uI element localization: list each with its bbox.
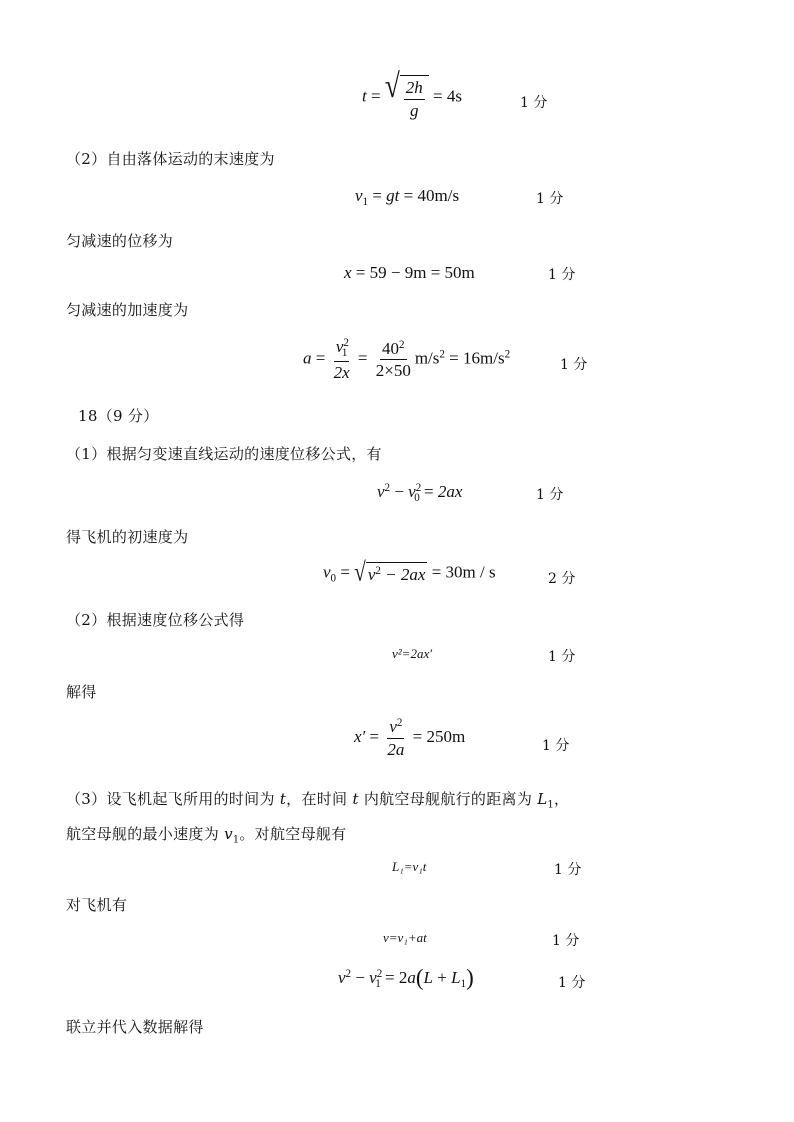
equation-plane-velocity: v=v₁+at [383,930,427,945]
fraction-numerator: 2h [404,78,425,100]
paragraph-solve: 解得 [66,683,97,701]
eq-symbol: t [362,86,367,106]
eq-result: = 4s [428,86,462,106]
eq-operator: = [366,86,385,106]
paragraph-decel-acceleration: 匀减速的加速度为 [66,301,189,319]
equation-runway-length: x′ = $\frac{v^2}{2a}$ = 250m [354,717,466,759]
equation-plane-displacement: $v^2 - v^2_1 = 2a(L + L_1)$ [338,965,474,991]
paragraph-q18-part1: （1）根据匀变速直线运动的速度位移公式，有 [66,445,382,463]
equation-initial-velocity: $v_0$ = √ $v^2 - 2ax$ = 30m / s [323,556,496,587]
score-mark: 1 分 [548,649,576,665]
paragraph-for-plane: 对飞机有 [66,896,128,914]
equation-runway-relation: v²=2ax′ [392,646,433,661]
score-mark: 1 分 [536,487,564,503]
fraction [404,78,425,120]
equation-velocity-displacement: $v^2 - v^2_0 = 2ax$ [377,482,463,504]
score-mark: 1 分 [552,933,580,949]
paragraph-q18-part2: （2）根据速度位移公式得 [66,611,245,629]
score-mark: 1 分 [542,738,570,754]
fraction: $\frac{40^2}{2\times 50}$ [375,338,411,381]
question-18-heading: 18（9 分） [78,407,159,425]
paragraph-combine: 联立并代入数据解得 [66,1018,204,1036]
square-root: √ $v^2 - 2ax$ [354,556,426,587]
square-root: √ $\frac{2h}{g}$ [385,75,429,120]
paragraph-free-fall-velocity: （2）自由落体运动的末速度为 [66,150,275,168]
fraction-denominator: g [410,100,419,120]
score-mark: 1 分 [520,95,548,111]
paragraph-q18-part3-line1: （3）设飞机起飞所用的时间为 t，在时间 t 内航空母舰航行的距离为 $L_1$， [66,790,570,811]
equation-acceleration: a = $\frac{v^2_1}{2x}$ = $\frac{40^2}{2\times 50}$ $m/s^2 = 16m/s^2$ [303,337,511,382]
score-mark: 2 分 [548,571,576,587]
score-mark: 1 分 [536,191,564,207]
paragraph-initial-velocity: 得飞机的初速度为 [66,528,189,546]
fraction: $\frac{v^2_1}{2x}$ [333,337,350,382]
score-mark: 1 分 [560,357,588,373]
score-mark: 1 分 [554,862,582,878]
equation-carrier-distance: L₁=v₁t [392,859,427,874]
fraction: $\frac{v^2}{2a}$ [387,717,405,759]
score-mark: 1 分 [558,975,586,991]
score-mark: 1 分 [548,267,576,283]
equation-displacement: x = 59 − 9m = 50m [344,263,475,282]
paragraph-q18-part3-line2: 航空母舰的最小速度为 $v_1$。对航空母舰有 [66,825,347,846]
equation-fall-time [362,66,462,120]
paragraph-decel-displacement: 匀减速的位移为 [66,232,174,250]
equation-final-velocity: $v_1$ = gt = 40m/s [355,186,460,208]
